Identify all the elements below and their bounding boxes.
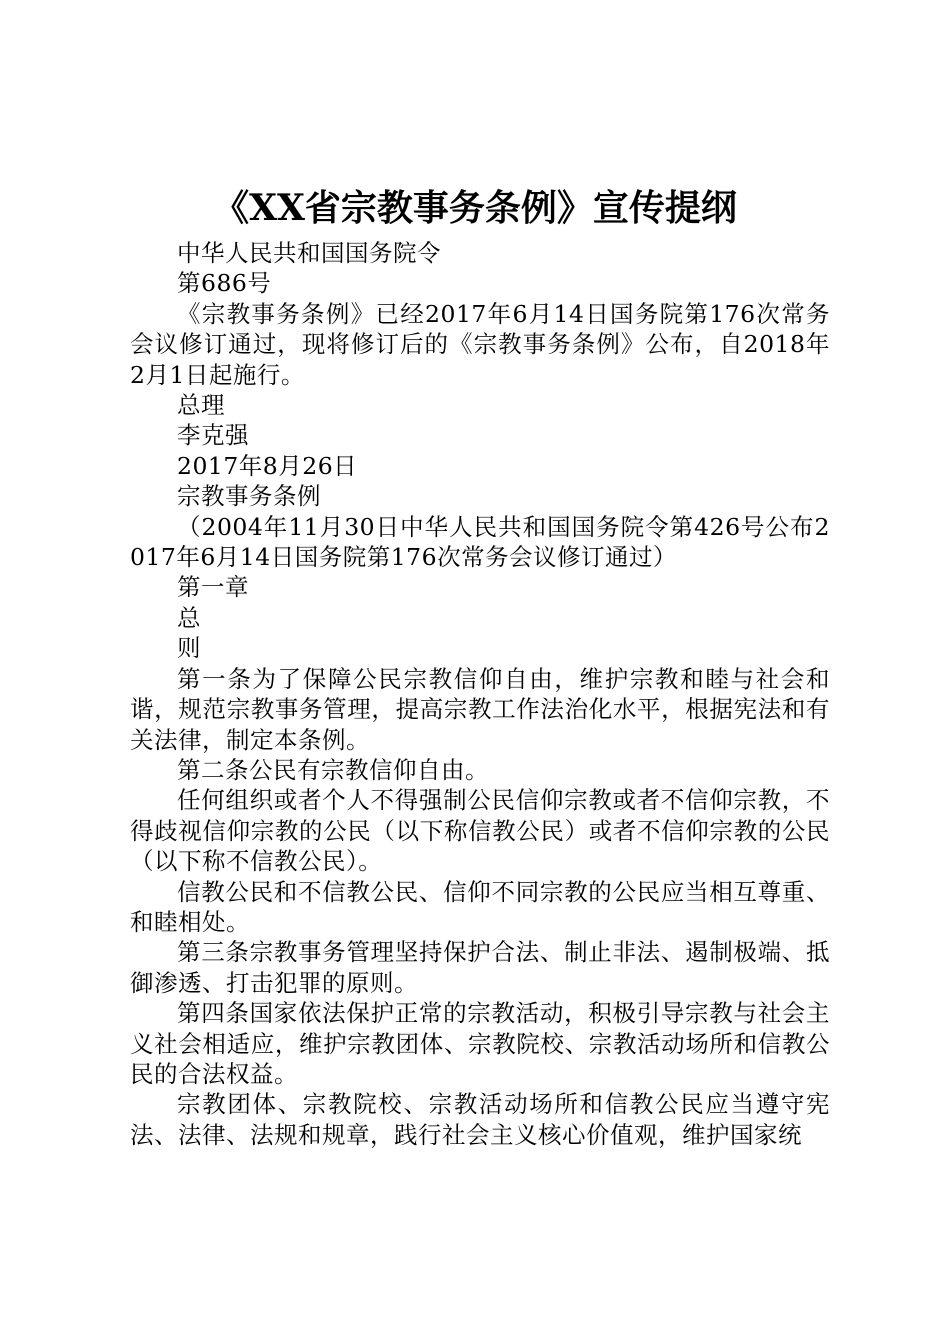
- document-title: 《XX省宗教事务条例》宣传提纲: [213, 187, 737, 229]
- paragraph-chapter-heading: 第一章: [177, 573, 249, 602]
- paragraph-chapter-title-part2: 则: [177, 634, 201, 663]
- paragraph-regulation-name: 宗教事务条例: [177, 482, 321, 511]
- paragraph-regulation-history: （2004年11月30日中华人民共和国国务院令第426号公布2017年6月14日国务院第176次常务会议修订通过）: [130, 512, 830, 572]
- paragraph-article-1: 第一条为了保障公民宗教信仰自由，维护宗教和睦与社会和谐，规范宗教事务管理，提高宗教工作法治化水平，根据宪法和有关法律，制定本条例。: [130, 664, 830, 754]
- paragraph-decree-issuer: 中华人民共和国国务院令: [177, 239, 441, 267]
- paragraph-article-2-clause-3: 信教公民和不信教公民、信仰不同宗教的公民应当相互尊重、和睦相处。: [130, 877, 830, 936]
- paragraph-decree-number: 第686号: [177, 269, 272, 298]
- document-body: [130, 238, 830, 1150]
- paragraph-decree-date: 2017年8月26日: [177, 451, 358, 480]
- paragraph-premier-name: 李克强: [177, 421, 249, 450]
- paragraph-article-3: 第三条宗教事务管理坚持保护合法、制止非法、遏制极端、抵御渗透、打击犯罪的原则。: [130, 938, 830, 997]
- paragraph-premier-title: 总理: [177, 391, 225, 420]
- paragraph-promulgation: 《宗教事务条例》已经2017年6月14日国务院第176次常务会议修订通过，现将修订后的《宗教事务条例》公布，自2018年2月1日起施行。: [130, 299, 830, 389]
- paragraph-article-4-clause-2: 宗教团体、宗教院校、宗教活动场所和信教公民应当遵守宪法、法律、法规和规章，践行社会主义核心价值观，维护国家统: [130, 1090, 830, 1149]
- paragraph-article-4: 第四条国家依法保护正常的宗教活动，积极引导宗教与社会主义社会相适应，维护宗教团体、宗教院校、宗教活动场所和信教公民的合法权益。: [130, 999, 830, 1088]
- paragraph-article-2-clause-2: 任何组织或者个人不得强制公民信仰宗教或者不信仰宗教，不得歧视信仰宗教的公民（以下称信教公民）或者不信仰宗教的公民（以下称不信教公民）。: [130, 786, 830, 876]
- paragraph-chapter-title-part1: 总: [177, 603, 201, 632]
- paragraph-article-2: 第二条公民有宗教信仰自由。: [177, 755, 489, 784]
